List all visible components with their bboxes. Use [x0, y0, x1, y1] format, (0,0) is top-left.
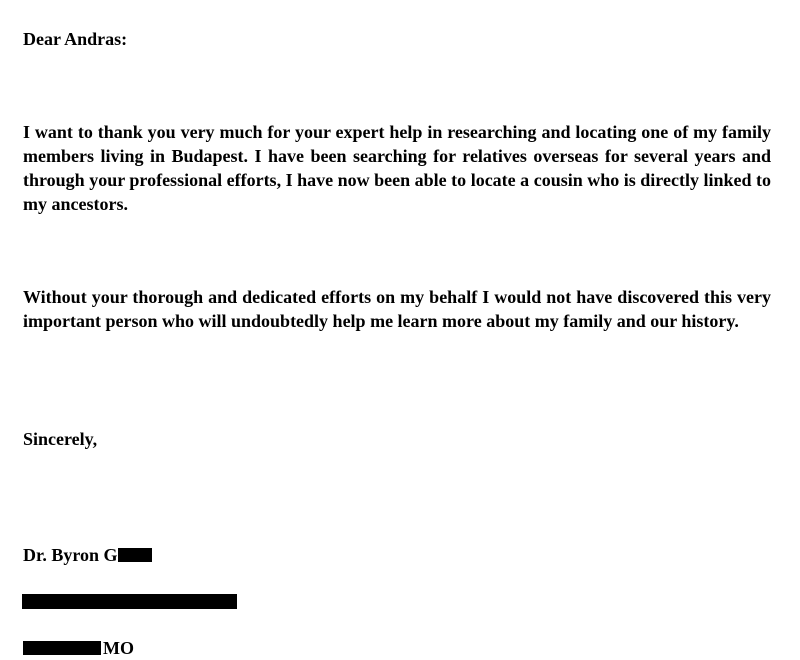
salutation: Dear Andras: — [23, 29, 128, 49]
address-line — [23, 636, 134, 660]
signer-name: Dr. Byron G — [23, 545, 118, 565]
closing: Sincerely, — [23, 429, 98, 449]
redaction-bar — [118, 548, 152, 562]
body-paragraph: I want to thank you very much for your expert help in researching and locating one of my family members living in Budapest. I have been searching for relatives overseas for several years and through your professional efforts, I have now been able to locate a cousin who is directly linked to my ancestors. — [23, 122, 771, 214]
letter-document — [23, 0, 773, 658]
redaction-bar — [23, 641, 101, 655]
redaction-bar — [22, 594, 237, 609]
signature-block — [23, 543, 152, 567]
state-abbreviation: MO — [103, 638, 134, 658]
body-paragraph: Without your thorough and dedicated efforts on my behalf I would not have discovered this very important person who will undoubtedly help me learn more about my family and our history. — [23, 287, 771, 331]
